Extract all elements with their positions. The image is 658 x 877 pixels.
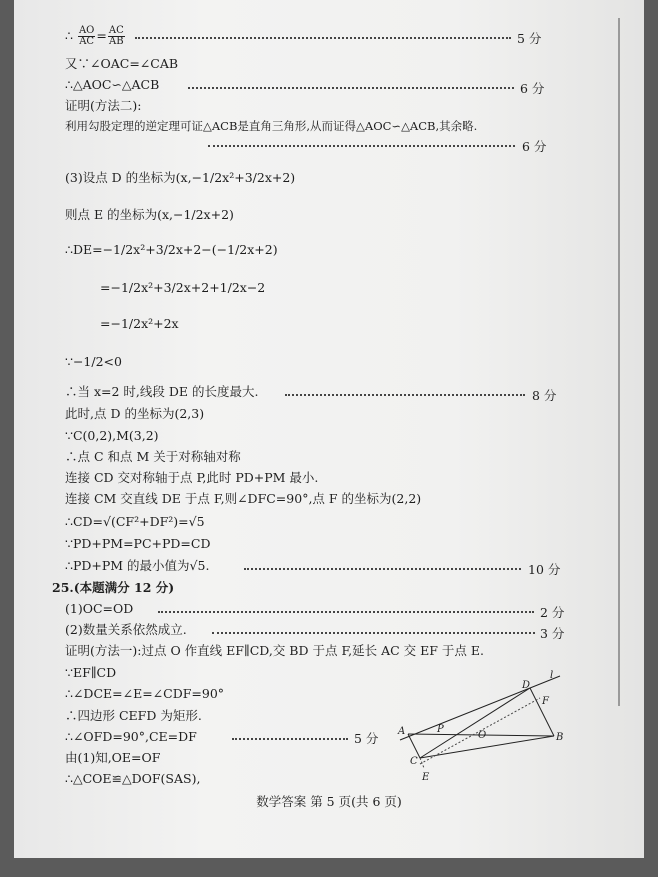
text-line: ∴CD=√(CF²+DF²)=√5 (65, 514, 205, 529)
text-line: ∴∠DCE=∠E=∠CDF=90° (65, 686, 225, 701)
text-line: =−1/2x²+2x (100, 316, 179, 331)
score-label: 2 分 (540, 605, 565, 620)
label-a: A (398, 726, 406, 737)
text-line: ∴PD+PM 的最小值为√5. (65, 558, 210, 573)
therefore-sign: ∴ (65, 28, 73, 43)
score-label: 6 分 (522, 139, 547, 154)
text-line: ∴点 C 和点 M 关于对称轴对称 (65, 449, 241, 464)
extension-ce (420, 758, 424, 768)
text-line: 证明(方法二): (65, 98, 142, 113)
text-line: 又∵∠OAC=∠CAB (65, 56, 179, 71)
text-line: ∵PD+PM=PC+PD=CD (65, 536, 211, 551)
text-line: 证明(方法一):过点 O 作直线 EF∥CD,交 BD 于点 F,延长 AC 交 EF 于点 E. (65, 643, 485, 658)
text-line: (2)数量关系依然成立. (65, 622, 187, 637)
text-line: 利用勾股定理的逆定理可证△ACB是直角三角形,从而证得△AOC∽△ACB,其余略. (65, 119, 478, 133)
text-line: ∴当 x=2 时,线段 DE 的长度最大. (65, 384, 259, 399)
text-line: ∴∠OFD=90°,CE=DF (65, 729, 197, 744)
text-line: ∴△AOC∽△ACB (65, 77, 160, 92)
segment-ac (408, 734, 420, 758)
label-o: O (478, 730, 487, 741)
geometry-figure (390, 668, 580, 786)
score-label: 8 分 (532, 388, 557, 403)
ratio-line: ∴ $\frac{AO}{AC}$ = $\frac{AC}{AB}$ (65, 25, 124, 47)
score-label: 3 分 (540, 626, 565, 641)
fraction-ac-ab: $\frac{AC}{AB}$ (108, 25, 124, 47)
page-footer: 数学答案 第 5 页(共 6 页) (256, 794, 402, 809)
text-line: 连接 CM 交直线 DE 于点 F,则∠DFC=90°,点 F 的坐标为(2,2) (65, 491, 422, 506)
score-label: 5 分 (354, 731, 379, 746)
fraction-ao-ac: $\frac{AO}{AC}$ (78, 25, 95, 47)
label-b: B (556, 732, 564, 743)
text-line: ∴四边形 CEFD 为矩形. (65, 708, 202, 723)
margin-rule (618, 18, 620, 706)
score-label: 6 分 (520, 81, 545, 96)
text-line: (1)OC=OD (65, 601, 134, 616)
score-leader (158, 611, 534, 613)
label-p: P (437, 724, 444, 735)
segment-cd (420, 688, 530, 758)
score-leader (135, 37, 511, 39)
text-line: =−1/2x²+3/2x+2+1/2x−2 (100, 280, 266, 295)
label-e: E (422, 772, 430, 783)
segment-cb (420, 736, 554, 758)
text-line: 连接 CD 交对称轴于点 P,此时 PD+PM 最小. (65, 470, 319, 485)
text-line: ∵C(0,2),M(3,2) (65, 428, 159, 443)
score-label: 5 分 (517, 31, 542, 46)
text-line: ∵−1/2<0 (65, 354, 122, 369)
score-leader (188, 87, 514, 89)
text-line: 则点 E 的坐标为(x,−1/2x+2) (65, 207, 234, 222)
score-leader (208, 145, 515, 147)
score-leader (244, 568, 521, 570)
question-heading: 25.(本题满分 12 分) (52, 580, 175, 595)
label-c: C (410, 756, 418, 767)
label-f: F (542, 696, 549, 707)
text-line: 此时,点 D 的坐标为(2,3) (65, 406, 205, 421)
text-line: 由(1)知,OE=OF (65, 750, 161, 765)
score-leader (285, 394, 525, 396)
text-line: ∵EF∥CD (65, 665, 117, 680)
text-line: ∴△COE≌△DOF(SAS), (65, 771, 201, 786)
text-line: ∴DE=−1/2x²+3/2x+2−(−1/2x+2) (65, 242, 278, 257)
label-d: D (522, 680, 531, 691)
text-line: (3)设点 D 的坐标为(x,−1/2x²+3/2x+2) (65, 170, 296, 185)
label-l: l (550, 670, 554, 681)
score-leader (212, 632, 535, 634)
score-label: 10 分 (528, 562, 561, 577)
score-leader (232, 738, 348, 740)
